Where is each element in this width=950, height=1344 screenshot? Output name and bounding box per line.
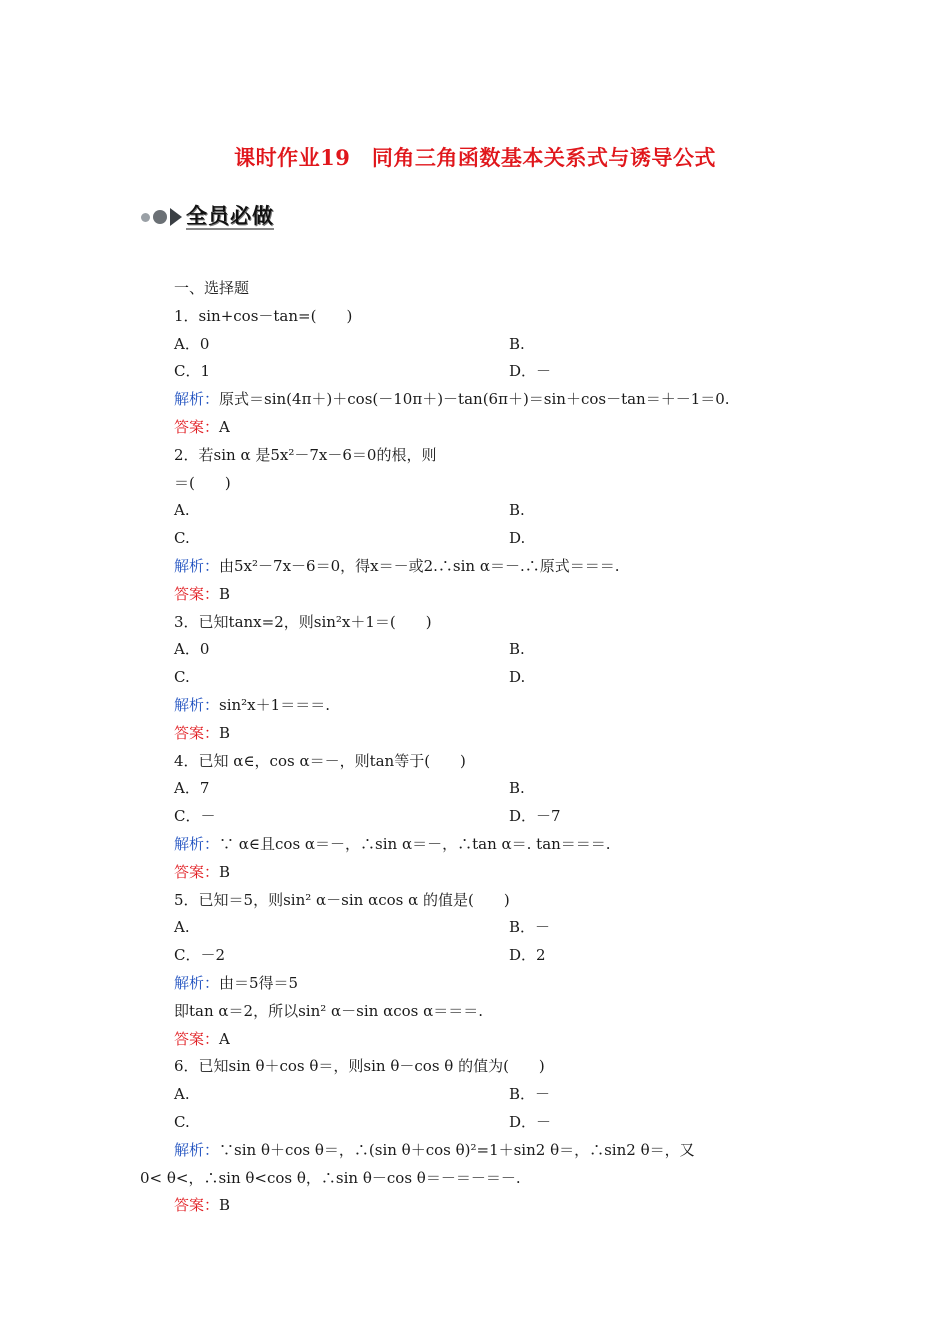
option: C．－ [174, 807, 216, 826]
question-stem: 2．若sin α 是5x²－7x－6＝0的根，则 [174, 445, 437, 464]
option: D. [509, 529, 526, 548]
options-row [174, 803, 814, 831]
option: A．0 [174, 334, 210, 353]
answer-label: 答案： [174, 1029, 220, 1048]
answer-label: 答案： [174, 584, 220, 603]
analysis-label: 解析： [174, 1140, 220, 1159]
question-stem: 3．已知tanx=2，则sin²x＋1＝( ) [174, 612, 432, 631]
options-row [174, 664, 814, 692]
analysis-label: 解析： [174, 556, 220, 575]
analysis-line [174, 692, 814, 720]
question-stem: 1．sin+cos－tan=( ) [174, 306, 353, 325]
analysis-line [140, 1165, 814, 1193]
answer-label: 答案： [174, 862, 220, 881]
analysis-label: 解析： [174, 390, 220, 409]
answer-label: 答案： [174, 723, 220, 742]
analysis-line [174, 998, 814, 1026]
arrow-right-icon [170, 208, 182, 226]
option: A．7 [174, 779, 210, 798]
option: B. [509, 334, 525, 353]
answer-label: 答案： [174, 1196, 220, 1215]
answer-value: B [219, 862, 231, 881]
answer-line [174, 859, 814, 887]
option: A．0 [174, 640, 210, 659]
question-stem: 4．已知 α∈，cos α＝－，则tan等于( ) [174, 751, 466, 770]
options-row [174, 497, 814, 525]
answer-value: B [219, 723, 231, 742]
analysis-label: 解析： [174, 973, 220, 992]
small-dot-icon [141, 213, 150, 222]
section-banner [141, 203, 274, 231]
answer-line [174, 720, 814, 748]
answer-value: B [219, 1196, 231, 1215]
answer-line [174, 1026, 814, 1054]
options-row [174, 914, 814, 942]
option: D．2 [509, 946, 546, 965]
options-row [174, 775, 814, 803]
option: A. [174, 918, 190, 937]
answer-value: A [219, 1029, 230, 1048]
analysis-line [174, 831, 814, 859]
options-row [174, 1081, 814, 1109]
option: B．－ [509, 918, 551, 937]
question-stem: 5．已知＝5，则sin² α－sin αcos α 的值是( ) [174, 890, 510, 909]
analysis-label: 解析： [174, 695, 220, 714]
options-row [174, 636, 814, 664]
option: C. [174, 668, 190, 687]
options-row [174, 942, 814, 970]
analysis-text: 由＝5得＝5 [219, 973, 299, 992]
banner-label: 全员必做 [186, 203, 274, 228]
analysis-label: 解析： [174, 834, 220, 853]
option: D．－ [509, 362, 552, 381]
option: D．－7 [509, 807, 561, 826]
section-heading: 一、选择题 [174, 279, 250, 297]
option: C．－2 [174, 946, 226, 965]
options-row [174, 358, 814, 386]
option: D. [509, 668, 526, 687]
option: B．－ [509, 1085, 551, 1104]
options-row [174, 525, 814, 553]
analysis-text: sin²x＋1＝＝＝. [219, 695, 330, 714]
question-stem: ＝( ) [174, 473, 231, 492]
analysis-text: 0< θ<，∴sin θ<cos θ，∴sin θ－cos θ＝－＝－＝－. [140, 1168, 521, 1187]
answer-line [174, 581, 814, 609]
analysis-text: 原式＝sin(4π＋)＋cos(－10π＋)－tan(6π＋)＝sin＋cos－tan＝＋－1＝0. [219, 390, 730, 409]
page-title: 课时作业19 同角三角函数基本关系式与诱导公式 [234, 145, 716, 170]
analysis-text: ∵ α∈且cos α＝－，∴sin α＝－，∴tan α＝. tan＝＝＝. [219, 834, 611, 853]
option: C. [174, 1112, 190, 1131]
option: D．－ [509, 1112, 552, 1131]
options-row [174, 1109, 814, 1137]
analysis-text: ∵sin θ＋cos θ＝，∴(sin θ＋cos θ)²=1＋sin2 θ＝，∴sin2 θ＝，又 [219, 1140, 695, 1159]
answer-line [174, 414, 814, 442]
answer-value: B [219, 584, 231, 603]
analysis-line [174, 1137, 814, 1165]
option: B. [509, 640, 525, 659]
option: B. [509, 779, 525, 798]
exercise-content [140, 275, 814, 1220]
answer-value: A [219, 417, 230, 436]
analysis-line [174, 553, 814, 581]
analysis-text: 即tan α＝2，所以sin² α－sin αcos α＝＝＝. [174, 1001, 483, 1020]
option: C. [174, 529, 190, 548]
option: B. [509, 501, 525, 520]
option: A. [174, 1085, 190, 1104]
analysis-line [174, 970, 814, 998]
analysis-line [174, 386, 814, 414]
option: C．1 [174, 362, 211, 381]
analysis-text: 由5x²－7x－6＝0，得x＝－或2.∴sin α＝－.∴原式＝＝＝. [219, 556, 620, 575]
answer-label: 答案： [174, 417, 220, 436]
option: A. [174, 501, 190, 520]
large-dot-icon [153, 210, 167, 224]
question-stem: 6．已知sin θ＋cos θ＝，则sin θ－cos θ 的值为( ) [174, 1057, 545, 1076]
options-row [174, 331, 814, 359]
answer-line [174, 1192, 814, 1220]
